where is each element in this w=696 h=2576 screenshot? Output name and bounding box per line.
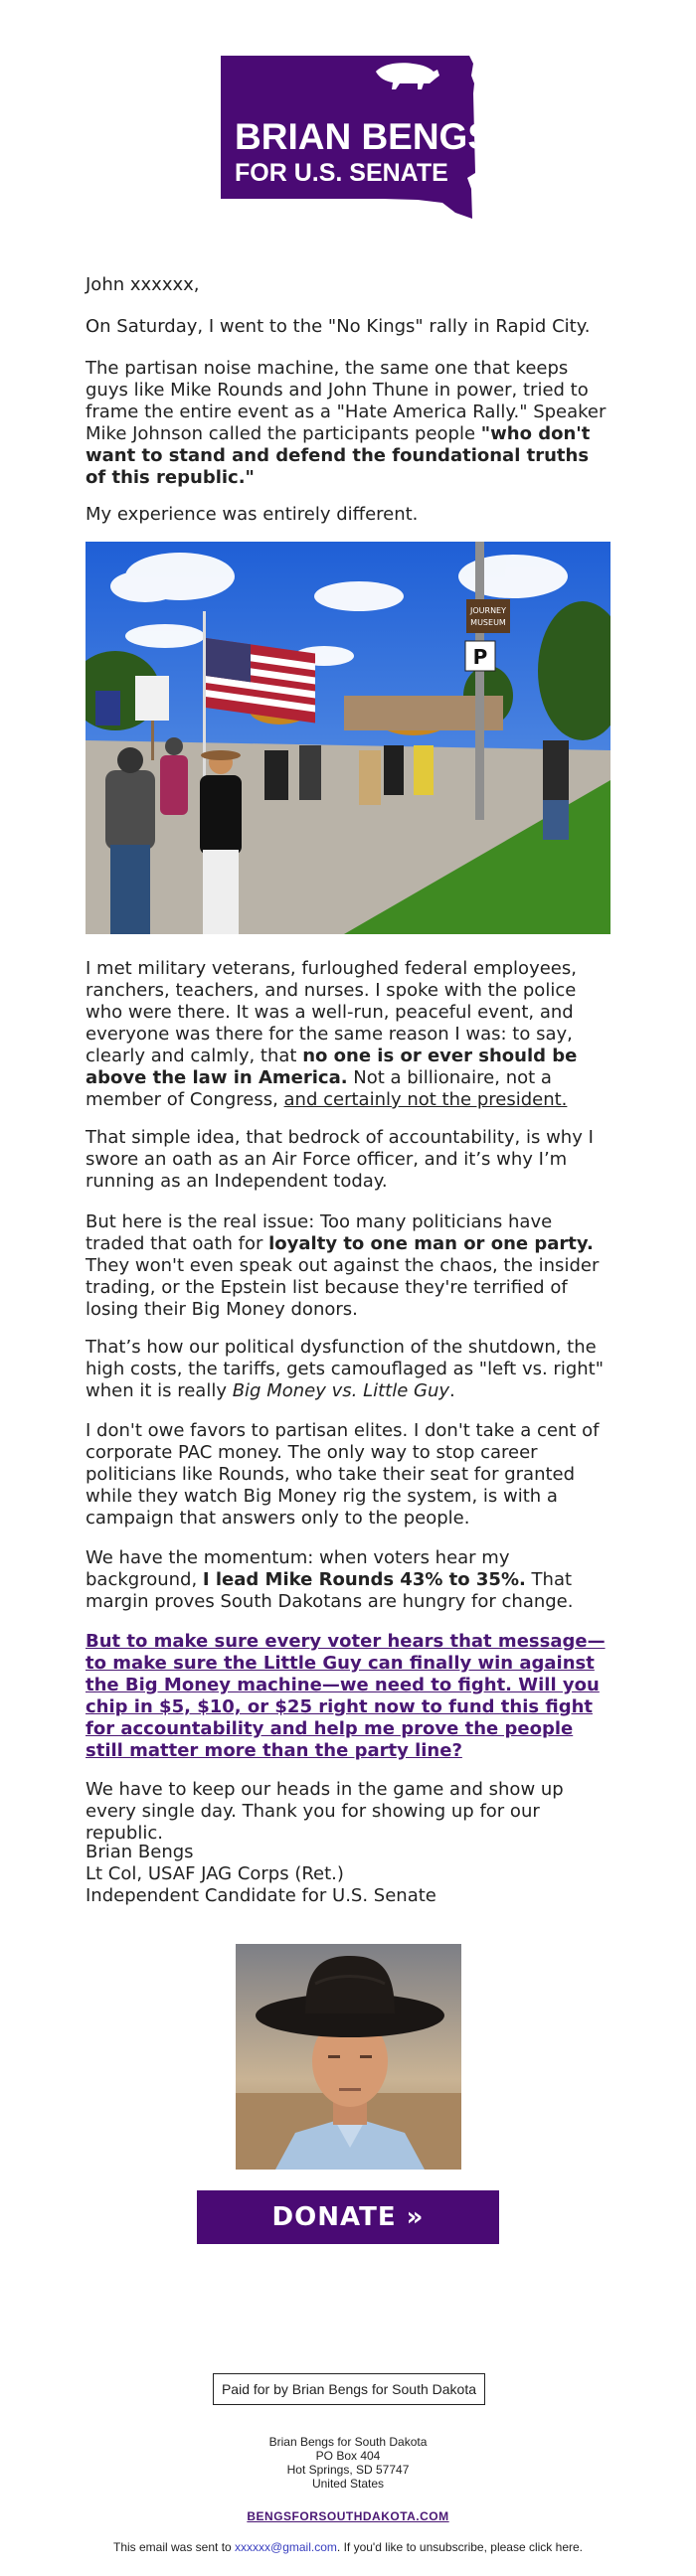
campaign-logo	[219, 54, 482, 219]
paragraph-3: My experience was entirely different.	[86, 504, 419, 525]
paragraph-10: We have to keep our heads in the game and show up every single day. Thank you for showing up for our republic.	[86, 1779, 564, 1844]
logo-line2: FOR U.S. SENATE	[235, 159, 448, 187]
recipient-email-link[interactable]: xxxxxx@gmail.com	[235, 2540, 337, 2554]
logo-line1: BRIAN BENGS	[235, 116, 482, 157]
candidate-headshot	[236, 1944, 461, 2170]
greeting: John xxxxxx,	[86, 274, 200, 295]
paragraph-5: That simple idea, that bedrock of accountability, is why I swore an oath as an Air Force officer, and it’s why I’m running as an Independent today.	[86, 1127, 594, 1192]
south-dakota-logo-shape	[219, 54, 482, 219]
address-line4: United States	[311, 2477, 385, 2491]
rally-photo	[86, 542, 610, 934]
parking-sign: P	[472, 645, 488, 669]
paragraph-4: I met military veterans, furloughed federal employees, ranchers, teachers, and nurses. I spoke with the police who were there. It was a well-run, peaceful event, and everyone was there for the same reason I was: to say, clearly and calmly, that no one is or ever should be above the law in America. Not a billionaire, not a member of Congress, and certainly not the president.	[86, 958, 578, 1110]
mailing-address	[0, 2435, 696, 2491]
address-line2: PO Box 404	[315, 2449, 381, 2463]
address-line1: Brian Bengs for South Dakota	[268, 2435, 428, 2449]
website-link[interactable]: BENGSFORSOUTHDAKOTA.COM	[247, 2509, 449, 2523]
paid-for-disclaimer: Paid for by Brian Bengs for South Dakota	[213, 2373, 485, 2405]
unsubscribe-notice: This email was sent to xxxxxx@gmail.com. If you'd like to unsubscribe, please click here.	[112, 2540, 583, 2554]
paragraph-9: We have the momentum: when voters hear my background, I lead Mike Rounds 43% to 35%. That margin proves South Dakotans are hungry for change.	[86, 1547, 574, 1612]
signature-role: Independent Candidate for U.S. Senate	[86, 1885, 436, 1906]
signature-name: Brian Bengs	[86, 1842, 194, 1862]
signature-title: Lt Col, USAF JAG Corps (Ret.)	[86, 1863, 344, 1884]
paragraph-8: I don't owe favors to partisan elites. I don't take a cent of corporate PAC money. The only way to stop career politicians like Rounds, who take their seat for granted while they watch Big Money rig the system, is with a campaign that answers only to the people.	[86, 1420, 600, 1529]
paragraph-2: The partisan noise machine, the same one that keeps guys like Mike Rounds and John Thune in power, tried to frame the entire event as a "Hate America Rally." Speaker Mike Johnson called the participants people "who don't want to stand and defend the foundational truths of this republic."	[86, 358, 607, 488]
paragraph-7: That’s how our political dysfunction of the shutdown, the high costs, the tariffs, gets camouflaged as "left vs. right" when it is really Big Money vs. Little Guy.	[86, 1337, 604, 1401]
unsubscribe-link[interactable]: . If you'd like to unsubscribe, please click here.	[336, 2540, 583, 2554]
donation-appeal-link[interactable]: But to make sure every voter hears that message—to make sure the Little Guy can finally win against the Big Money machine—we need to fight. Will you chip in $5, $10, or $25 right now to fund this fight for accountability and help me prove the people still matter more than the party line?	[86, 1631, 606, 1761]
address-line3: Hot Springs, SD 57747	[286, 2463, 410, 2477]
donate-button[interactable]: DONATE »	[197, 2190, 499, 2244]
museum-sign-line1: JOURNEY	[470, 606, 506, 615]
paragraph-6: But here is the real issue: Too many politicians have traded that oath for loyalty to one man or one party. They won't even speak out against the chaos, the insider trading, or the Epstein list because they're terrified of losing their Big Money donors.	[86, 1211, 600, 1320]
paragraph-1: On Saturday, I went to the "No Kings" rally in Rapid City.	[86, 316, 591, 337]
museum-sign-line2: MUSEUM	[470, 618, 506, 627]
